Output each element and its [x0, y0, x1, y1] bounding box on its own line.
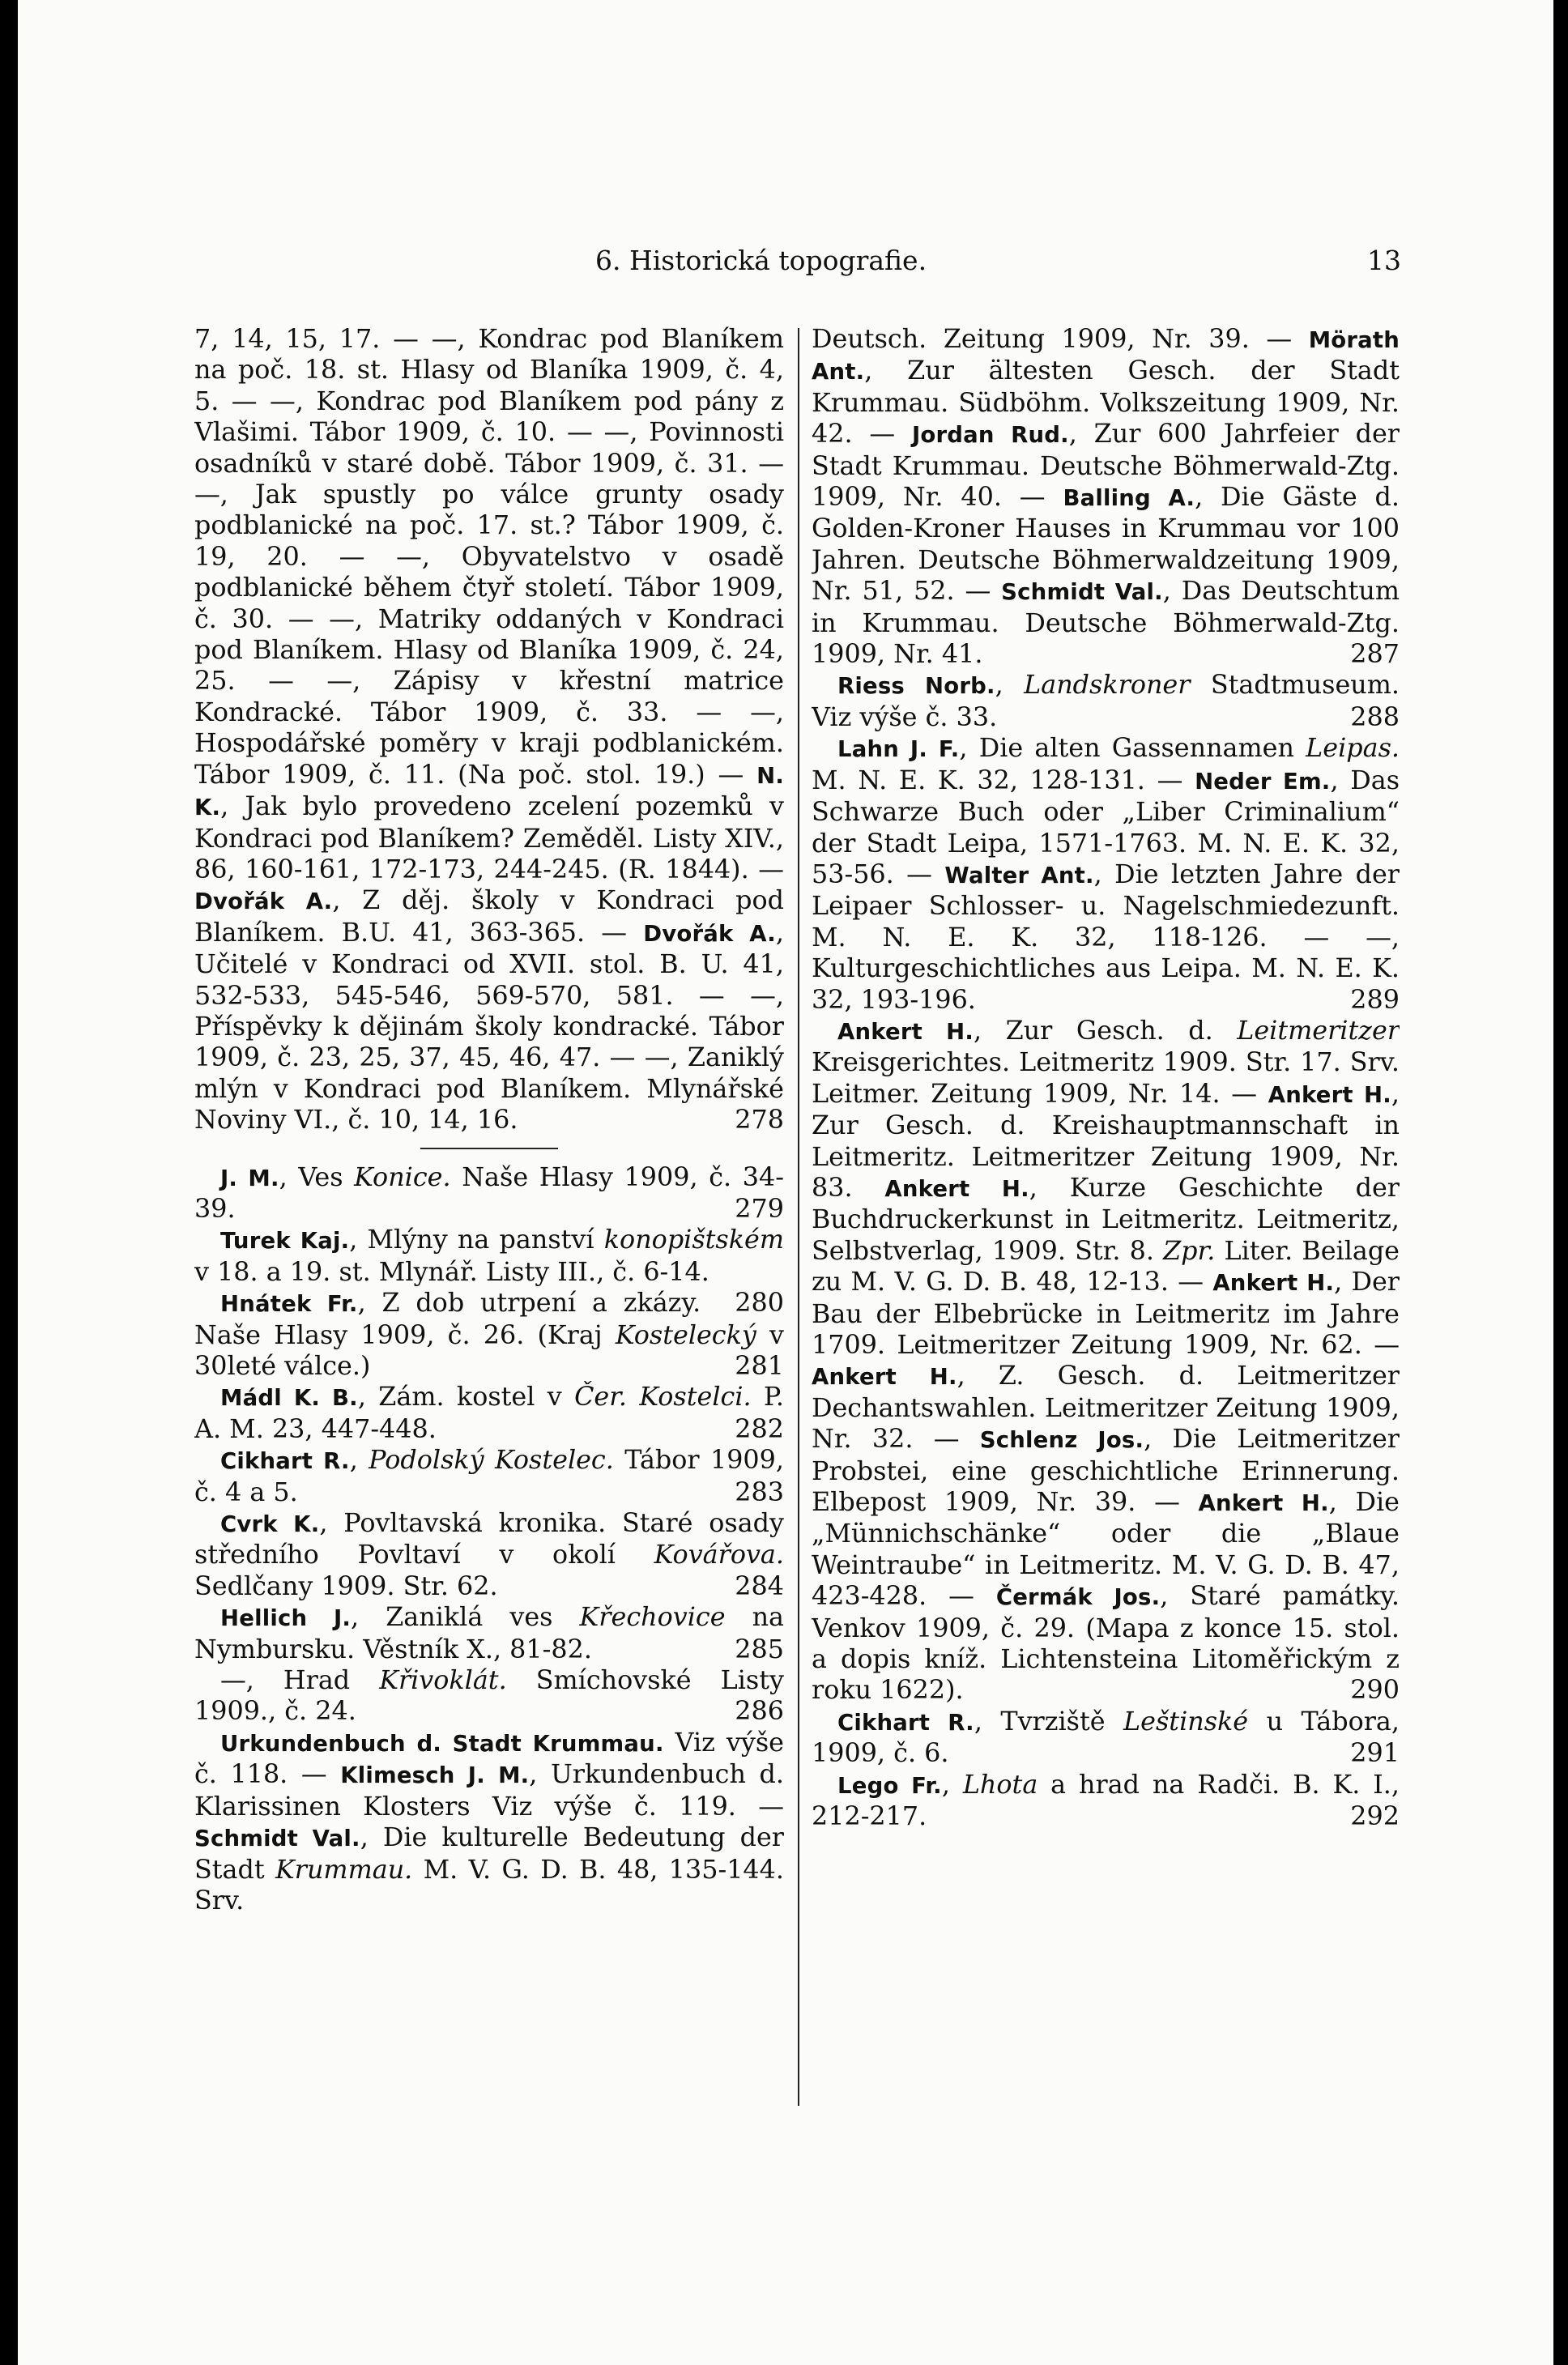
author-name: Neder Em. — [1195, 768, 1331, 795]
entry-text: , Povltavská kronika. Staré osady středního Povltaví v okolí — [194, 1508, 784, 1570]
entry-text: , Die letzten Jahre der Leipaer Schlosser- u. Nagelschmiedezunft. M. N. E. K. 32, 118-126. — —, Kulturgeschichtliches aus Leipa. M. N. E. K. 32, 193-196. — [812, 859, 1400, 1015]
author-name: J. M. — [220, 1165, 279, 1191]
author-name: Klimesch J. M. — [340, 1762, 530, 1789]
author-name: Ankert H. — [1268, 1081, 1391, 1108]
entry-text: , Kurze Geschichte der Buchdruckerkunst in Leitmeritz. Leitmeritz, Selbstverlag, 1909. Str. 8. — [812, 1172, 1400, 1266]
author-name: Jordan Rud. — [911, 422, 1069, 449]
entry-text: , Zaniklá ves — [351, 1602, 580, 1633]
place-name: Čer. Kostelci. — [574, 1382, 752, 1413]
entry-number: 281 — [735, 1351, 784, 1381]
entry-text: , Zám. kostel v — [357, 1382, 575, 1413]
entry-text: v 18. a 19. st. Mlynář. Listy III., č. 6-14. — [194, 1256, 709, 1287]
entry-text: , Die „Münnichschänke“ oder die „Blaue Weintraube“ in Leitmeritz. M. V. G. D. B. 47, 423-428. — — [812, 1487, 1400, 1612]
entry-continued — [812, 324, 1400, 670]
bibliography-entry — [812, 670, 1400, 733]
entry-number: 292 — [1350, 1801, 1400, 1832]
bibliography-entry — [812, 733, 1400, 1016]
entry-text: , Z. Gesch. d. Leitmeritzer Dechantswahlen. Leitmeritzer Zeitung 1909, Nr. 32. — — [812, 1361, 1400, 1455]
entry-text: —, Hrad — [220, 1665, 380, 1696]
author-name: Lego Fr. — [837, 1772, 942, 1799]
entry-number: 280 — [735, 1288, 784, 1319]
entry-text: , Das Deutschtum in Krummau. Deutsche Böhmerwald-Ztg. 1909, Nr. 41. — [812, 576, 1400, 670]
bibliography-entry — [194, 1162, 784, 1225]
place-name: Leštinské — [1123, 1706, 1249, 1736]
place-name: Zpr. — [1163, 1235, 1216, 1266]
entry-text: v 30leté válce.) — [194, 1319, 784, 1381]
page-title: 6. Historická topografie. — [595, 245, 927, 276]
entry-text: , Staré památky. Venkov 1909, č. 29. (Mapa z konce 15. stol. a dopis kníž. Lichtensteina Litoměřickým z roku 1622). — [812, 1581, 1400, 1706]
entry-number: 285 — [735, 1634, 784, 1664]
author-name: Dvořák A. — [643, 920, 776, 947]
author-name: Balling A. — [1063, 485, 1195, 512]
entry-number: 283 — [735, 1477, 784, 1507]
entry-number: 289 — [1350, 984, 1400, 1015]
entry-text: Kreisgerichtes. Leitmeritz 1909. Str. 17. Srv. Leitmer. Zeitung 1909, Nr. 14. — — [812, 1047, 1400, 1109]
entry-continued — [194, 324, 784, 1136]
entry-text: na Nymbursku. Věstník X., 81-82. — [194, 1602, 784, 1664]
entry-text: , Zur ältesten Gesch. der Stadt Krummau. Südböhm. Volkszeitung 1909, Nr. 42. — — [812, 356, 1400, 450]
entry-text: , Die Gäste d. Golden-Kroner Hauses in Krummau vor 100 Jahren. Deutsche Böhmerwaldzeitung 1909, Nr. 51, 52. — — [812, 482, 1400, 607]
entry-number: 287 — [1350, 639, 1400, 670]
author-name: Ankert H. — [837, 1018, 974, 1045]
entry-text: M. V. G. D. B. 48, 135-144. Srv. — [194, 1854, 784, 1915]
bibliography-entry — [194, 1288, 784, 1382]
bibliography-entry — [194, 1602, 784, 1665]
author-name: Ankert H. — [884, 1175, 1029, 1202]
author-name: Ankert H. — [812, 1364, 957, 1391]
place-name: Krummau. — [275, 1854, 413, 1885]
entry-text: , Die alten Gassennamen — [959, 733, 1306, 764]
author-name: Ankert H. — [1198, 1490, 1329, 1517]
entry-text: , — [349, 1445, 369, 1476]
bibliography-entry — [194, 1445, 784, 1508]
entry-text: , Urkundenbuch d. Klarissinen Klosters Viz výše č. 119. — — [194, 1759, 784, 1822]
author-name: Lahn J. F. — [837, 736, 960, 763]
place-name: Kovářova. — [654, 1540, 784, 1570]
place-name: Leitmeritzer — [1237, 1015, 1400, 1046]
entry-text: , Tvrziště — [974, 1706, 1124, 1736]
author-name: Cikhart R. — [220, 1448, 350, 1475]
author-name: Schlenz Jos. — [979, 1427, 1144, 1454]
entry-number: 286 — [735, 1696, 784, 1727]
author-name: Hellich J. — [220, 1605, 352, 1632]
bibliography-entry — [194, 1382, 784, 1445]
entry-number: 291 — [1350, 1738, 1400, 1769]
place-name: Lhota — [962, 1769, 1038, 1800]
author-name: Cikhart R. — [837, 1709, 974, 1736]
scan-edge-mark — [0, 121, 18, 147]
author-name: Mörath Ant. — [812, 327, 1400, 386]
entry-text: Stadtmuseum. Viz výše č. 33. — [812, 670, 1400, 732]
entry-text: , Der Bau der Elbebrücke in Leitmeritz im Jahre 1709. Leitmeritzer Zeitung 1909, Nr. 62. — — [812, 1267, 1400, 1360]
entry-text: , Ves — [279, 1161, 355, 1192]
author-name: Dvořák A. — [194, 888, 333, 915]
entry-text: , — [995, 670, 1025, 701]
bibliography-entry — [194, 1508, 784, 1602]
section-divider — [420, 1148, 558, 1149]
place-name: Podolský Kostelec. — [369, 1445, 614, 1476]
author-name: Schmidt Val. — [1001, 579, 1163, 606]
entry-text: , Učitelé v Kondraci od XVII. stol. B. U. 41, 532-533, 545-546, 569-570, 581. — —, Příspěvky k dějinám školy kondracké. Tábor 1909, č. 23, 25, 37, 45, 46, 47. — —, Zaniklý mlýn v Kondraci pod Blaníkem. Mlynářské Noviny VI., č. 10, 14, 16. — [194, 917, 784, 1136]
column-divider — [798, 328, 799, 2106]
bibliography-entry — [812, 1016, 1400, 1707]
entry-text: Liter. Beilage zu M. V. G. D. B. 48, 12-13. — — [812, 1235, 1400, 1298]
author-name: Cvrk K. — [220, 1511, 320, 1538]
bibliography-entry — [812, 1770, 1400, 1833]
bibliography-entry — [812, 1707, 1400, 1770]
entry-text: , Die kulturelle Bedeutung der Stadt — [194, 1822, 784, 1885]
author-name: Ankert H. — [1212, 1270, 1335, 1297]
author-name: Hnátek Fr. — [220, 1291, 358, 1318]
author-name: Schmidt Val. — [194, 1826, 360, 1852]
entry-text: , Mlýny na panství — [349, 1225, 604, 1255]
running-header — [194, 245, 1401, 285]
author-name: Urkundenbuch d. Stadt Krummau. — [220, 1730, 664, 1757]
entry-text: Smíchovské Listy 1909., č. 24. — [194, 1665, 784, 1727]
author-name: N. K. — [194, 762, 784, 821]
place-name: Konice. — [354, 1161, 451, 1192]
entry-text: , Zur Gesch. d. Kreishauptmannschaft in Leitmeritz. Leitmeritzer Zeitung 1909, Nr. 83. — [812, 1078, 1400, 1203]
entry-number: 288 — [1350, 701, 1400, 732]
author-name: Riess Norb. — [837, 673, 995, 700]
place-name: konopištském — [603, 1225, 784, 1255]
entry-text: , Z děj. školy v Kondraci pod Blaníkem. B.U. 41, 363-365. — — [194, 885, 784, 948]
place-name: Leipas. — [1306, 733, 1400, 764]
left-column — [194, 324, 784, 2114]
entry-number: 278 — [735, 1105, 784, 1136]
entry-text: Tábor 1909, č. 4 a 5. — [194, 1445, 784, 1507]
bibliography-entry — [194, 1728, 784, 1916]
entry-text: Viz výše č. 118. — — [194, 1727, 784, 1790]
entry-text: 7, 14, 15, 17. — —, Kondrac pod Blaníkem na poč. 18. st. Hlasy od Blaníka 1909, č. 4, 5. — —, Kondrac pod Blaníkem pod pány z Vlašimi. Tábor 1909, č. 10. — —, Povinnosti osadníků v staré době. Tábor 1909, č. 31. — —, Jak spustly po válce grunty osady podblanické na poč. 17. st.? Tábor 1909, č. 19, 20. — —, Obyvatelstvo v osadě podblanické během čtyř století. Tábor 1909, č. 30. — —, Matriky oddaných v Kondraci pod Blaníkem. Hlasy od Blaníka 1909, č. 24, 25. — —, Zápisy v křestní matrice Kondracké. Tábor 1909, č. 33. — —, Hospodářské poměry v kraji podblanickém. Tábor 1909, č. 11. (Na poč. stol. 19.) — — [194, 324, 784, 790]
entry-text: , Die Leitmeritzer Probstei, eine geschichtliche Erinnerung. Elbepost 1909, Nr. 39. — — [812, 1424, 1400, 1518]
entry-number: 279 — [735, 1193, 784, 1224]
entry-text: , Z dob utrpení a zkázy. Naše Hlasy 1909, č. 26. (Kraj — [194, 1288, 701, 1350]
bibliography-entry — [194, 1665, 784, 1728]
author-name: Mádl K. B. — [220, 1385, 358, 1412]
right-column — [812, 324, 1400, 2114]
entry-text: a hrad na Radči. B. K. I., 212-217. — [812, 1769, 1400, 1832]
entry-number: 290 — [1350, 1675, 1400, 1706]
page — [18, 0, 1553, 2365]
author-name: Čermák Jos. — [995, 1584, 1161, 1611]
entry-text: , — [941, 1769, 963, 1800]
entry-number: 282 — [735, 1413, 784, 1444]
entry-text: P. A. M. 23, 447-448. — [194, 1382, 784, 1444]
entry-text: Naše Hlasy 1909, č. 34-39. — [194, 1161, 784, 1224]
page-number: 13 — [1367, 245, 1401, 276]
entry-number: 284 — [735, 1570, 784, 1601]
entry-text: , Zur Gesch. d. — [974, 1015, 1238, 1046]
entry-text: , Jak bylo provedeno zcelení pozemků v Kondraci pod Blaníkem? Zeměděl. Listy XIV., 86, 160-161, 172-173, 244-245. (R. 1844). — — [194, 791, 784, 884]
entry-text: Sedlčany 1909. Str. 62. — [194, 1570, 498, 1601]
author-name: Walter Ant. — [944, 862, 1094, 888]
author-name: Turek Kaj. — [220, 1228, 350, 1255]
place-name: Křivoklát. — [379, 1665, 507, 1696]
place-name: Křechovice — [579, 1602, 726, 1633]
entry-text: M. N. E. K. 32, 128-131. — — [812, 765, 1195, 795]
place-name: Kostelecký — [615, 1319, 756, 1350]
entry-text: , Zur 600 Jahrfeier der Stadt Krummau. Deutsche Böhmerwald-Ztg. 1909, Nr. 40. — — [812, 419, 1400, 513]
entry-text: , Das Schwarze Buch oder „Liber Criminalium“ der Stadt Leipa, 1571-1763. M. N. E. K. 32, 53-56. — — [812, 765, 1400, 889]
place-name: Landskroner — [1024, 670, 1191, 701]
entry-text: Deutsch. Zeitung 1909, Nr. 39. — — [812, 324, 1309, 354]
entry-text: u Tábora, 1909, č. 6. — [812, 1706, 1400, 1769]
